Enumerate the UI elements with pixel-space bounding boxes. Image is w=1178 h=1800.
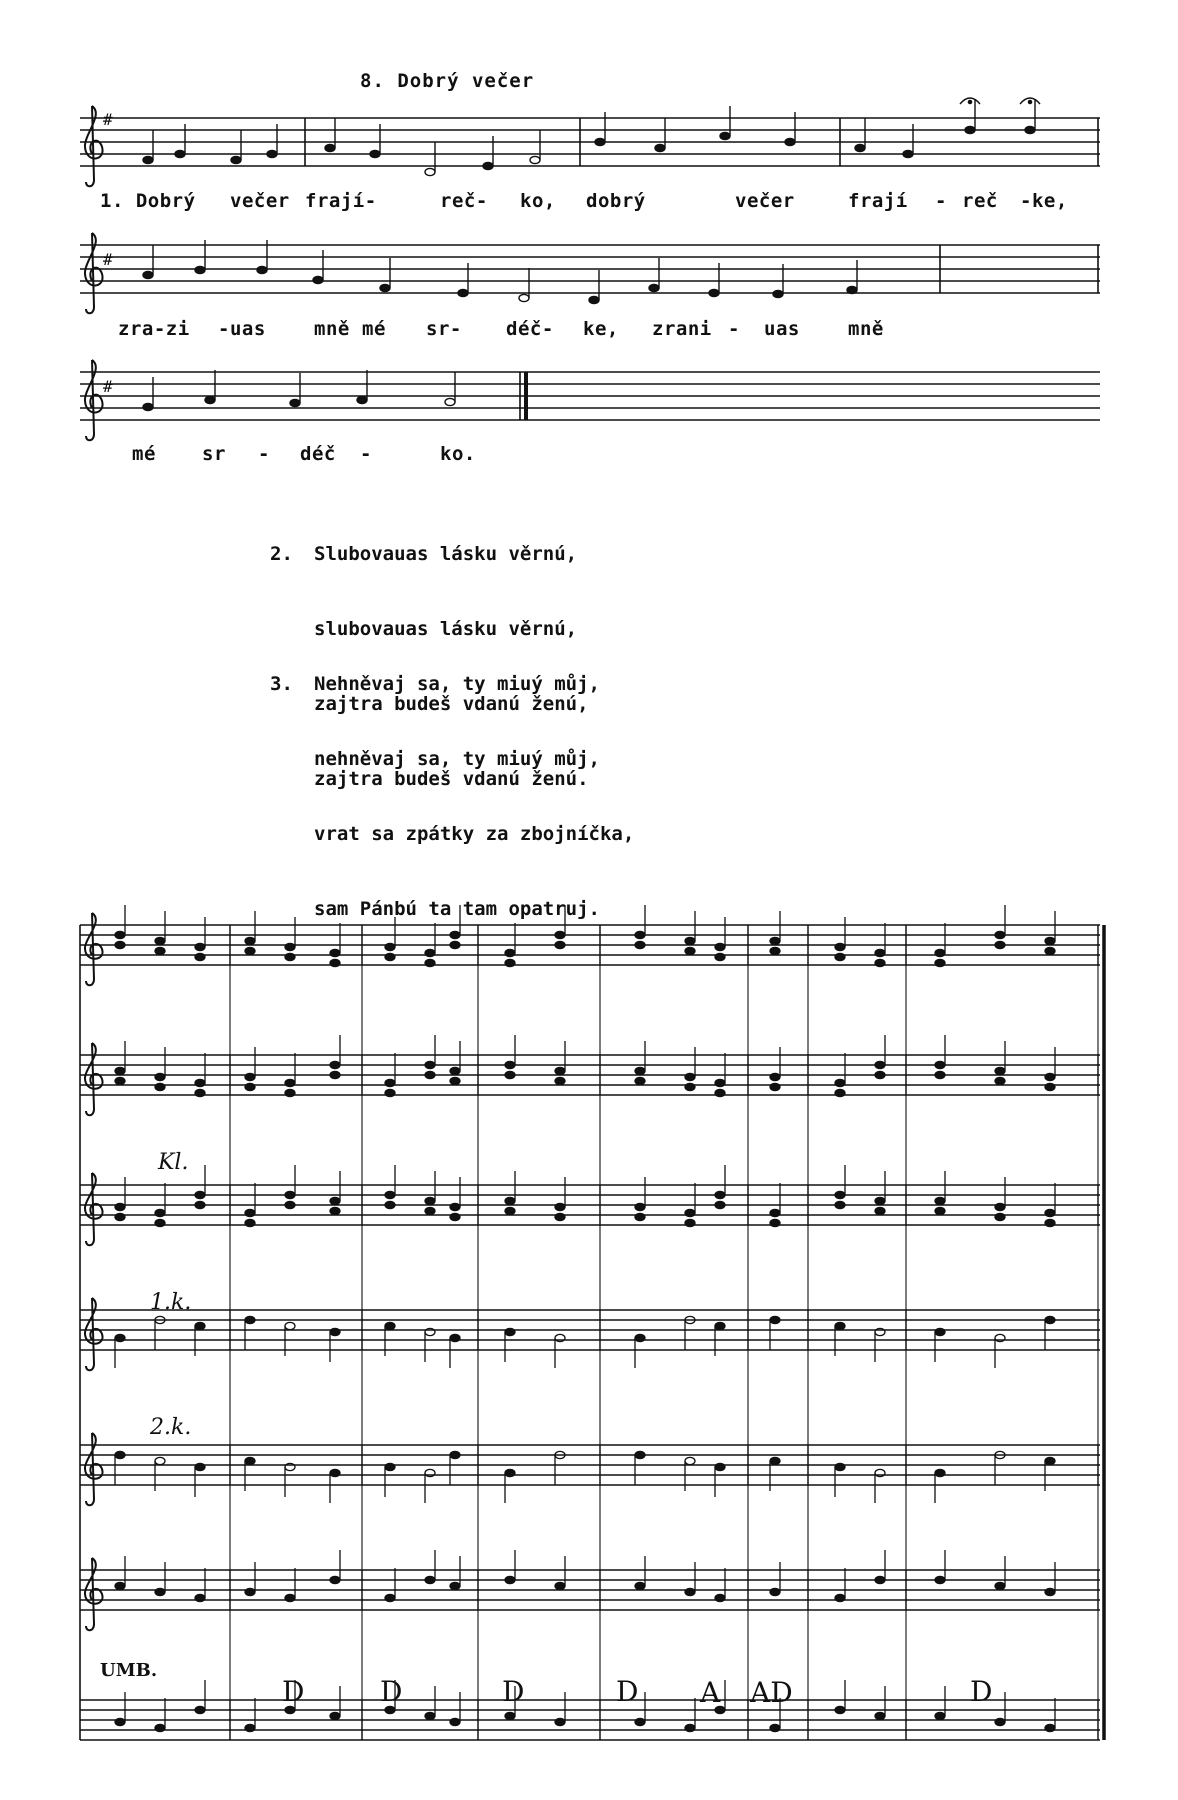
lyric-syllable: -ke, (1020, 190, 1068, 212)
treble-clef-icon (85, 1558, 103, 1630)
notehead (835, 953, 845, 960)
notehead (245, 1457, 255, 1464)
notehead (935, 949, 945, 956)
notehead (635, 941, 645, 948)
notehead (195, 1089, 205, 1096)
notehead (770, 1209, 780, 1216)
verse-line: zajtra budeš vdanú ženú. (314, 768, 589, 790)
notehead (330, 1207, 340, 1214)
notehead (245, 1083, 255, 1090)
notehead (458, 289, 468, 296)
notehead (505, 959, 515, 966)
treble-clef-icon (85, 1043, 103, 1115)
notehead (325, 144, 335, 151)
notehead (425, 959, 435, 966)
lyric-syllable: sr (202, 443, 226, 465)
notehead (875, 1712, 885, 1719)
verse-line: vrat sa zpátky za zbojníčka, (314, 823, 635, 845)
part-label-first-violin: 1.k. (150, 1290, 192, 1315)
lyric-syllable: - (728, 318, 740, 340)
notehead (505, 1712, 515, 1719)
notehead (380, 284, 390, 291)
notehead (115, 1334, 125, 1341)
notehead (330, 1061, 340, 1068)
notehead (1045, 1724, 1055, 1731)
notehead (115, 1451, 125, 1458)
notehead (330, 1197, 340, 1204)
notehead (330, 1469, 340, 1476)
lyric-syllable: mně (848, 318, 884, 340)
lyric-syllable: - (935, 190, 947, 212)
notehead (483, 162, 493, 169)
notehead (635, 1582, 645, 1589)
notehead (935, 1712, 945, 1719)
notehead (450, 1334, 460, 1341)
notehead (555, 1718, 565, 1725)
notehead (875, 1061, 885, 1068)
notehead (285, 1322, 295, 1329)
notehead (635, 1067, 645, 1074)
notehead (995, 1077, 1005, 1084)
treble-clef-icon (85, 1298, 103, 1370)
notehead (245, 937, 255, 944)
lyric-syllable: večer (735, 190, 795, 212)
notehead (770, 1083, 780, 1090)
notehead (655, 144, 665, 151)
notehead (285, 1201, 295, 1208)
part-label-second-violin: 2.k. (150, 1415, 192, 1440)
notehead (720, 132, 730, 139)
notehead (770, 1588, 780, 1595)
notehead (357, 396, 367, 403)
notehead (835, 1079, 845, 1086)
lyric-syllable: zrani (652, 318, 712, 340)
notehead (685, 1588, 695, 1595)
notehead (245, 1209, 255, 1216)
notehead (835, 943, 845, 950)
notehead (267, 150, 277, 157)
notehead (715, 943, 725, 950)
notehead (385, 1463, 395, 1470)
notehead (589, 296, 599, 303)
notehead (770, 1724, 780, 1731)
notehead (115, 931, 125, 938)
notehead (709, 289, 719, 296)
notehead (875, 1576, 885, 1583)
notehead (995, 931, 1005, 938)
lyric-syllable: uas (764, 318, 800, 340)
notehead (855, 144, 865, 151)
notehead (285, 1594, 295, 1601)
notehead (450, 1067, 460, 1074)
sharp-icon: # (103, 377, 113, 396)
notehead (245, 1073, 255, 1080)
notehead (155, 1209, 165, 1216)
notehead (425, 1576, 435, 1583)
notehead (115, 1067, 125, 1074)
notehead (385, 1201, 395, 1208)
chord-label: AD (750, 1676, 793, 1709)
notehead (450, 1203, 460, 1210)
notehead (715, 953, 725, 960)
notehead (835, 1201, 845, 1208)
notehead (935, 1576, 945, 1583)
lyric-syllable: ko, (520, 190, 556, 212)
notehead (835, 1191, 845, 1198)
notehead (245, 947, 255, 954)
notehead (935, 1207, 945, 1214)
notehead (155, 1219, 165, 1226)
lyric-syllable: reč- (440, 190, 488, 212)
notehead (195, 953, 205, 960)
treble-clef-icon (85, 1173, 103, 1245)
notehead (685, 947, 695, 954)
notehead (770, 947, 780, 954)
notehead (425, 1712, 435, 1719)
notehead (875, 959, 885, 966)
lyric-syllable: déč- (506, 318, 554, 340)
notehead (115, 1213, 125, 1220)
notehead (175, 150, 185, 157)
notehead (635, 1718, 645, 1725)
lyric-syllable: ke, (583, 318, 619, 340)
chord-label: D (502, 1675, 525, 1708)
notehead (115, 1718, 125, 1725)
notehead (385, 1594, 395, 1601)
notehead (835, 1322, 845, 1329)
notehead (995, 1213, 1005, 1220)
lyric-syllable: mé (132, 443, 156, 465)
notehead (143, 271, 153, 278)
notehead (330, 949, 340, 956)
chord-label: A (700, 1676, 721, 1709)
notehead (155, 1083, 165, 1090)
notehead (115, 1203, 125, 1210)
chord-label: D (282, 1675, 305, 1708)
notehead (875, 949, 885, 956)
notehead (595, 138, 605, 145)
notehead (875, 1207, 885, 1214)
notehead (155, 947, 165, 954)
notehead (935, 959, 945, 966)
notehead (1045, 947, 1055, 954)
notehead (450, 1451, 460, 1458)
notehead (425, 168, 435, 175)
verse-line: slubovauas lásku věrnú, (314, 618, 578, 640)
notehead (155, 1724, 165, 1731)
notehead (995, 1203, 1005, 1210)
notehead (505, 1469, 515, 1476)
notehead (425, 1061, 435, 1068)
notehead (370, 150, 380, 157)
notehead (195, 1201, 205, 1208)
notehead (995, 941, 1005, 948)
notehead (685, 1083, 695, 1090)
notehead (715, 1201, 725, 1208)
notehead (635, 931, 645, 938)
notehead (935, 1197, 945, 1204)
verse-3 (270, 622, 634, 947)
notehead (635, 1203, 645, 1210)
notehead (935, 1328, 945, 1335)
notehead (835, 1706, 845, 1713)
notehead (1045, 1457, 1055, 1464)
notehead (835, 1594, 845, 1601)
notehead (195, 1191, 205, 1198)
notehead (425, 1071, 435, 1078)
sharp-icon: # (103, 110, 113, 129)
notehead (847, 286, 857, 293)
notehead (555, 1067, 565, 1074)
verse-line: Nehněvaj sa, ty miuý můj, (314, 673, 600, 695)
notehead (385, 1322, 395, 1329)
notehead (685, 937, 695, 944)
notehead (425, 1207, 435, 1214)
lyric-syllable: frají- (305, 190, 377, 212)
notehead (995, 1067, 1005, 1074)
notehead (285, 1191, 295, 1198)
notehead (195, 1079, 205, 1086)
notehead (770, 1219, 780, 1226)
notehead (330, 1328, 340, 1335)
notehead (770, 1457, 780, 1464)
verse-line: sam Pánbú ta tam opatruj. (314, 898, 600, 920)
notehead (555, 1077, 565, 1084)
notehead (715, 1594, 725, 1601)
notehead (245, 1219, 255, 1226)
part-label-clarinet: Kl. (158, 1150, 189, 1175)
lyric-syllable: reč (962, 190, 998, 212)
lyric-syllable: ko. (440, 443, 476, 465)
notehead (450, 1582, 460, 1589)
notehead (385, 1089, 395, 1096)
lyric-syllable: zra-zi (118, 318, 190, 340)
notehead (935, 1469, 945, 1476)
part-label-cimbalom: UMB. (100, 1660, 158, 1681)
notehead (195, 1706, 205, 1713)
notehead (231, 156, 241, 163)
notehead (519, 294, 529, 301)
notehead (505, 1207, 515, 1214)
notehead (425, 949, 435, 956)
notehead (115, 1077, 125, 1084)
verse-line: nehněvaj sa, ty miuý můj, (314, 748, 600, 770)
notehead (995, 1718, 1005, 1725)
notehead (785, 138, 795, 145)
chord-label: D (380, 1675, 403, 1708)
lyric-syllable: - (360, 443, 372, 465)
notehead (635, 1077, 645, 1084)
notehead (505, 1576, 515, 1583)
notehead (155, 1457, 165, 1464)
notehead (385, 1191, 395, 1198)
notehead (555, 1203, 565, 1210)
notehead (715, 1079, 725, 1086)
lyric-syllable: -uas (218, 318, 266, 340)
lyric-syllable: dobrý (586, 190, 646, 212)
notehead (935, 1061, 945, 1068)
chord-label: D (616, 1675, 639, 1708)
notehead (875, 1197, 885, 1204)
notehead (1045, 1073, 1055, 1080)
verse-number: 3. (270, 673, 293, 695)
notehead (143, 156, 153, 163)
notehead (505, 949, 515, 956)
notehead (115, 941, 125, 948)
lyric-syllable: 1. Dobrý (100, 190, 196, 212)
notehead (1045, 1209, 1055, 1216)
notehead (505, 1328, 515, 1335)
notehead (205, 396, 215, 403)
sharp-icon: # (103, 250, 113, 269)
lyric-syllable: - (258, 443, 270, 465)
notehead (715, 1463, 725, 1470)
lyric-syllable: sr- (426, 318, 462, 340)
notehead (555, 1582, 565, 1589)
notehead (195, 266, 205, 273)
notehead (155, 1588, 165, 1595)
notehead (715, 1089, 725, 1096)
notehead (685, 1073, 695, 1080)
notehead (835, 1089, 845, 1096)
notehead (285, 1089, 295, 1096)
notehead (685, 1209, 695, 1216)
notehead (530, 156, 540, 163)
notehead (450, 1213, 460, 1220)
notehead (155, 1073, 165, 1080)
notehead (965, 126, 975, 133)
notehead (903, 150, 913, 157)
notehead (1045, 1219, 1055, 1226)
notehead (770, 937, 780, 944)
notehead (285, 1079, 295, 1086)
notehead (995, 1582, 1005, 1589)
notehead (1045, 937, 1055, 944)
notehead (245, 1724, 255, 1731)
notehead (1025, 126, 1035, 133)
lyric-syllable: mé (362, 318, 386, 340)
notehead (635, 1213, 645, 1220)
notehead (450, 1718, 460, 1725)
notehead (313, 276, 323, 283)
notehead (715, 1191, 725, 1198)
notehead (330, 1576, 340, 1583)
verse-line: zajtra budeš vdanú ženú, (314, 693, 589, 715)
lyric-syllable: mně (314, 318, 350, 340)
notehead (143, 403, 153, 410)
verse-number: 2. (270, 543, 293, 565)
notehead (195, 943, 205, 950)
notehead (155, 937, 165, 944)
notehead (385, 953, 395, 960)
notehead (445, 398, 455, 405)
treble-clef-icon (85, 1433, 103, 1505)
notehead (685, 1457, 695, 1464)
notehead (450, 1077, 460, 1084)
notehead (635, 1451, 645, 1458)
notehead (195, 1322, 205, 1329)
notehead (425, 1197, 435, 1204)
song-title: 8. Dobrý večer (360, 70, 535, 92)
notehead (330, 959, 340, 966)
notehead (285, 953, 295, 960)
notehead (685, 1219, 695, 1226)
verse-line: Slubovauas lásku věrnú, (314, 543, 578, 565)
notehead (330, 1071, 340, 1078)
notehead (715, 1322, 725, 1329)
notehead (835, 1463, 845, 1470)
notehead (195, 1463, 205, 1470)
chord-label: D (970, 1675, 993, 1708)
notehead (505, 1061, 515, 1068)
treble-clef-icon (85, 913, 103, 985)
notehead (1045, 1588, 1055, 1595)
notehead (505, 1071, 515, 1078)
notehead (1045, 1316, 1055, 1323)
lyric-syllable: frají (848, 190, 908, 212)
notehead (115, 1582, 125, 1589)
notehead (773, 290, 783, 297)
notehead (330, 1712, 340, 1719)
notehead (290, 399, 300, 406)
notehead (770, 1073, 780, 1080)
notehead (649, 284, 659, 291)
notehead (505, 1197, 515, 1204)
notehead (195, 1594, 205, 1601)
notehead (245, 1588, 255, 1595)
notehead (385, 1079, 395, 1086)
notehead (875, 1071, 885, 1078)
notehead (635, 1334, 645, 1341)
notehead (685, 1724, 695, 1731)
notehead (555, 1213, 565, 1220)
lyric-syllable: déč (300, 443, 336, 465)
lyric-syllable: večer (230, 190, 290, 212)
notehead (770, 1316, 780, 1323)
notehead (935, 1071, 945, 1078)
notehead (245, 1316, 255, 1323)
notehead (1045, 1083, 1055, 1090)
notehead (257, 266, 267, 273)
